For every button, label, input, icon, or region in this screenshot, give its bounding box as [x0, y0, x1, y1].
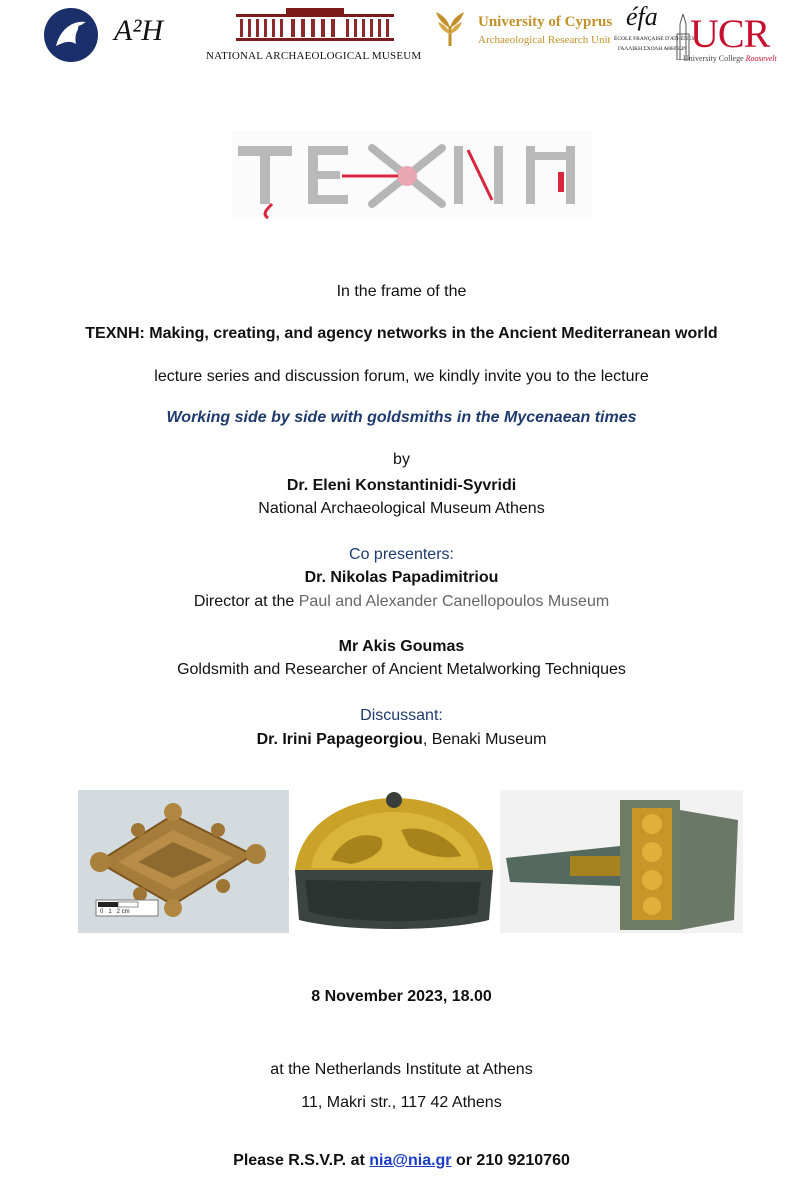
discussant-name: Dr. Irini Papageorgiou: [256, 731, 423, 748]
co-presenters-label: Co presenters:: [349, 546, 454, 563]
by-line: by: [393, 451, 410, 468]
co-presenter-1-role: [0, 593, 803, 611]
rsvp-suffix: or 210 9210760: [455, 1152, 570, 1169]
rsvp-prefix: Please R.S.V.P. at: [233, 1152, 365, 1169]
ucr-line-text: University College: [683, 54, 744, 63]
ucy-logo-unit: Archaeological Research Unit: [478, 34, 611, 46]
museum-building-icon: [236, 8, 394, 44]
rsvp-email-link[interactable]: nia@nia.gr: [369, 1152, 452, 1169]
museum-logo-text: NATIONAL ARCHAEOLOGICAL MUSEUM: [206, 50, 422, 62]
event-date: 8 November 2023, 18.00: [311, 988, 492, 1005]
intro-line: In the frame of the: [336, 283, 467, 300]
ucy-logo-name: University of Cyprus: [478, 14, 613, 30]
texnh-banner-text: TEXNH: [410, 224, 414, 225]
co-presenter-1-name: Dr. Nikolas Papadimitriou: [304, 569, 499, 586]
texnh-banner: [232, 130, 592, 220]
artifact-photo-gold-ornament: [78, 790, 289, 933]
discussant-line: [0, 731, 803, 749]
scale-bar-label: 0 1 2 cm: [100, 909, 130, 915]
artifact-photo-sword-hilt: [500, 790, 743, 933]
rsvp-line: [0, 1152, 803, 1170]
partner-logos: [0, 0, 803, 70]
lecture-title: Working side by side with goldsmiths in the Mycenaean times: [166, 409, 637, 426]
co-presenter-2-name: Mr Akis Goumas: [338, 638, 465, 655]
co-presenter-2-role: Goldsmith and Researcher of Ancient Metalworking Techniques: [177, 661, 626, 678]
sword-hilt-image: [500, 790, 743, 933]
gold-ring-image: [291, 790, 497, 933]
efa-logo-line2: ΓΑΛΛΙΚΗ ΣΧΟΛΗ ΑΘΗΝΩΝ: [618, 46, 688, 52]
efa-logo-mark: éfa: [626, 2, 658, 31]
ucy-tree-icon: [432, 12, 468, 46]
venue-line-1: at the Netherlands Institute at Athens: [270, 1061, 533, 1078]
venue-line-2: 11, Makri str., 117 42 Athens: [301, 1094, 502, 1111]
series-title: TEXNH: Making, creating, and agency networks in the Ancient Mediterranean world: [85, 325, 718, 342]
ucr-line-accent: Roosevelt: [745, 54, 777, 63]
efa-logo-line1: ÉCOLE FRANÇAISE D'ATHÈNES: [614, 36, 695, 42]
discussant-affiliation: , Benaki Museum: [422, 731, 547, 748]
ucr-logo-line: [683, 54, 777, 63]
speaker-name: Dr. Eleni Konstantinidi-Syvridi: [286, 477, 517, 494]
speaker-affiliation: National Archaeological Museum Athens: [258, 500, 545, 517]
discussant-label: Discussant:: [360, 707, 443, 724]
ucr-logo-mark: UCR: [690, 11, 770, 56]
co-presenter-1-role-text: Director at the: [193, 593, 295, 610]
a2h-logo-text: A²H: [114, 14, 163, 47]
artifact-photo-gold-ring: [291, 790, 497, 933]
invite-line: lecture series and discussion forum, we kindly invite you to the lecture: [154, 368, 649, 385]
a2h-emblem-icon: [42, 6, 100, 64]
co-presenter-1-museum: Paul and Alexander Canellopoulos Museum: [298, 593, 610, 610]
